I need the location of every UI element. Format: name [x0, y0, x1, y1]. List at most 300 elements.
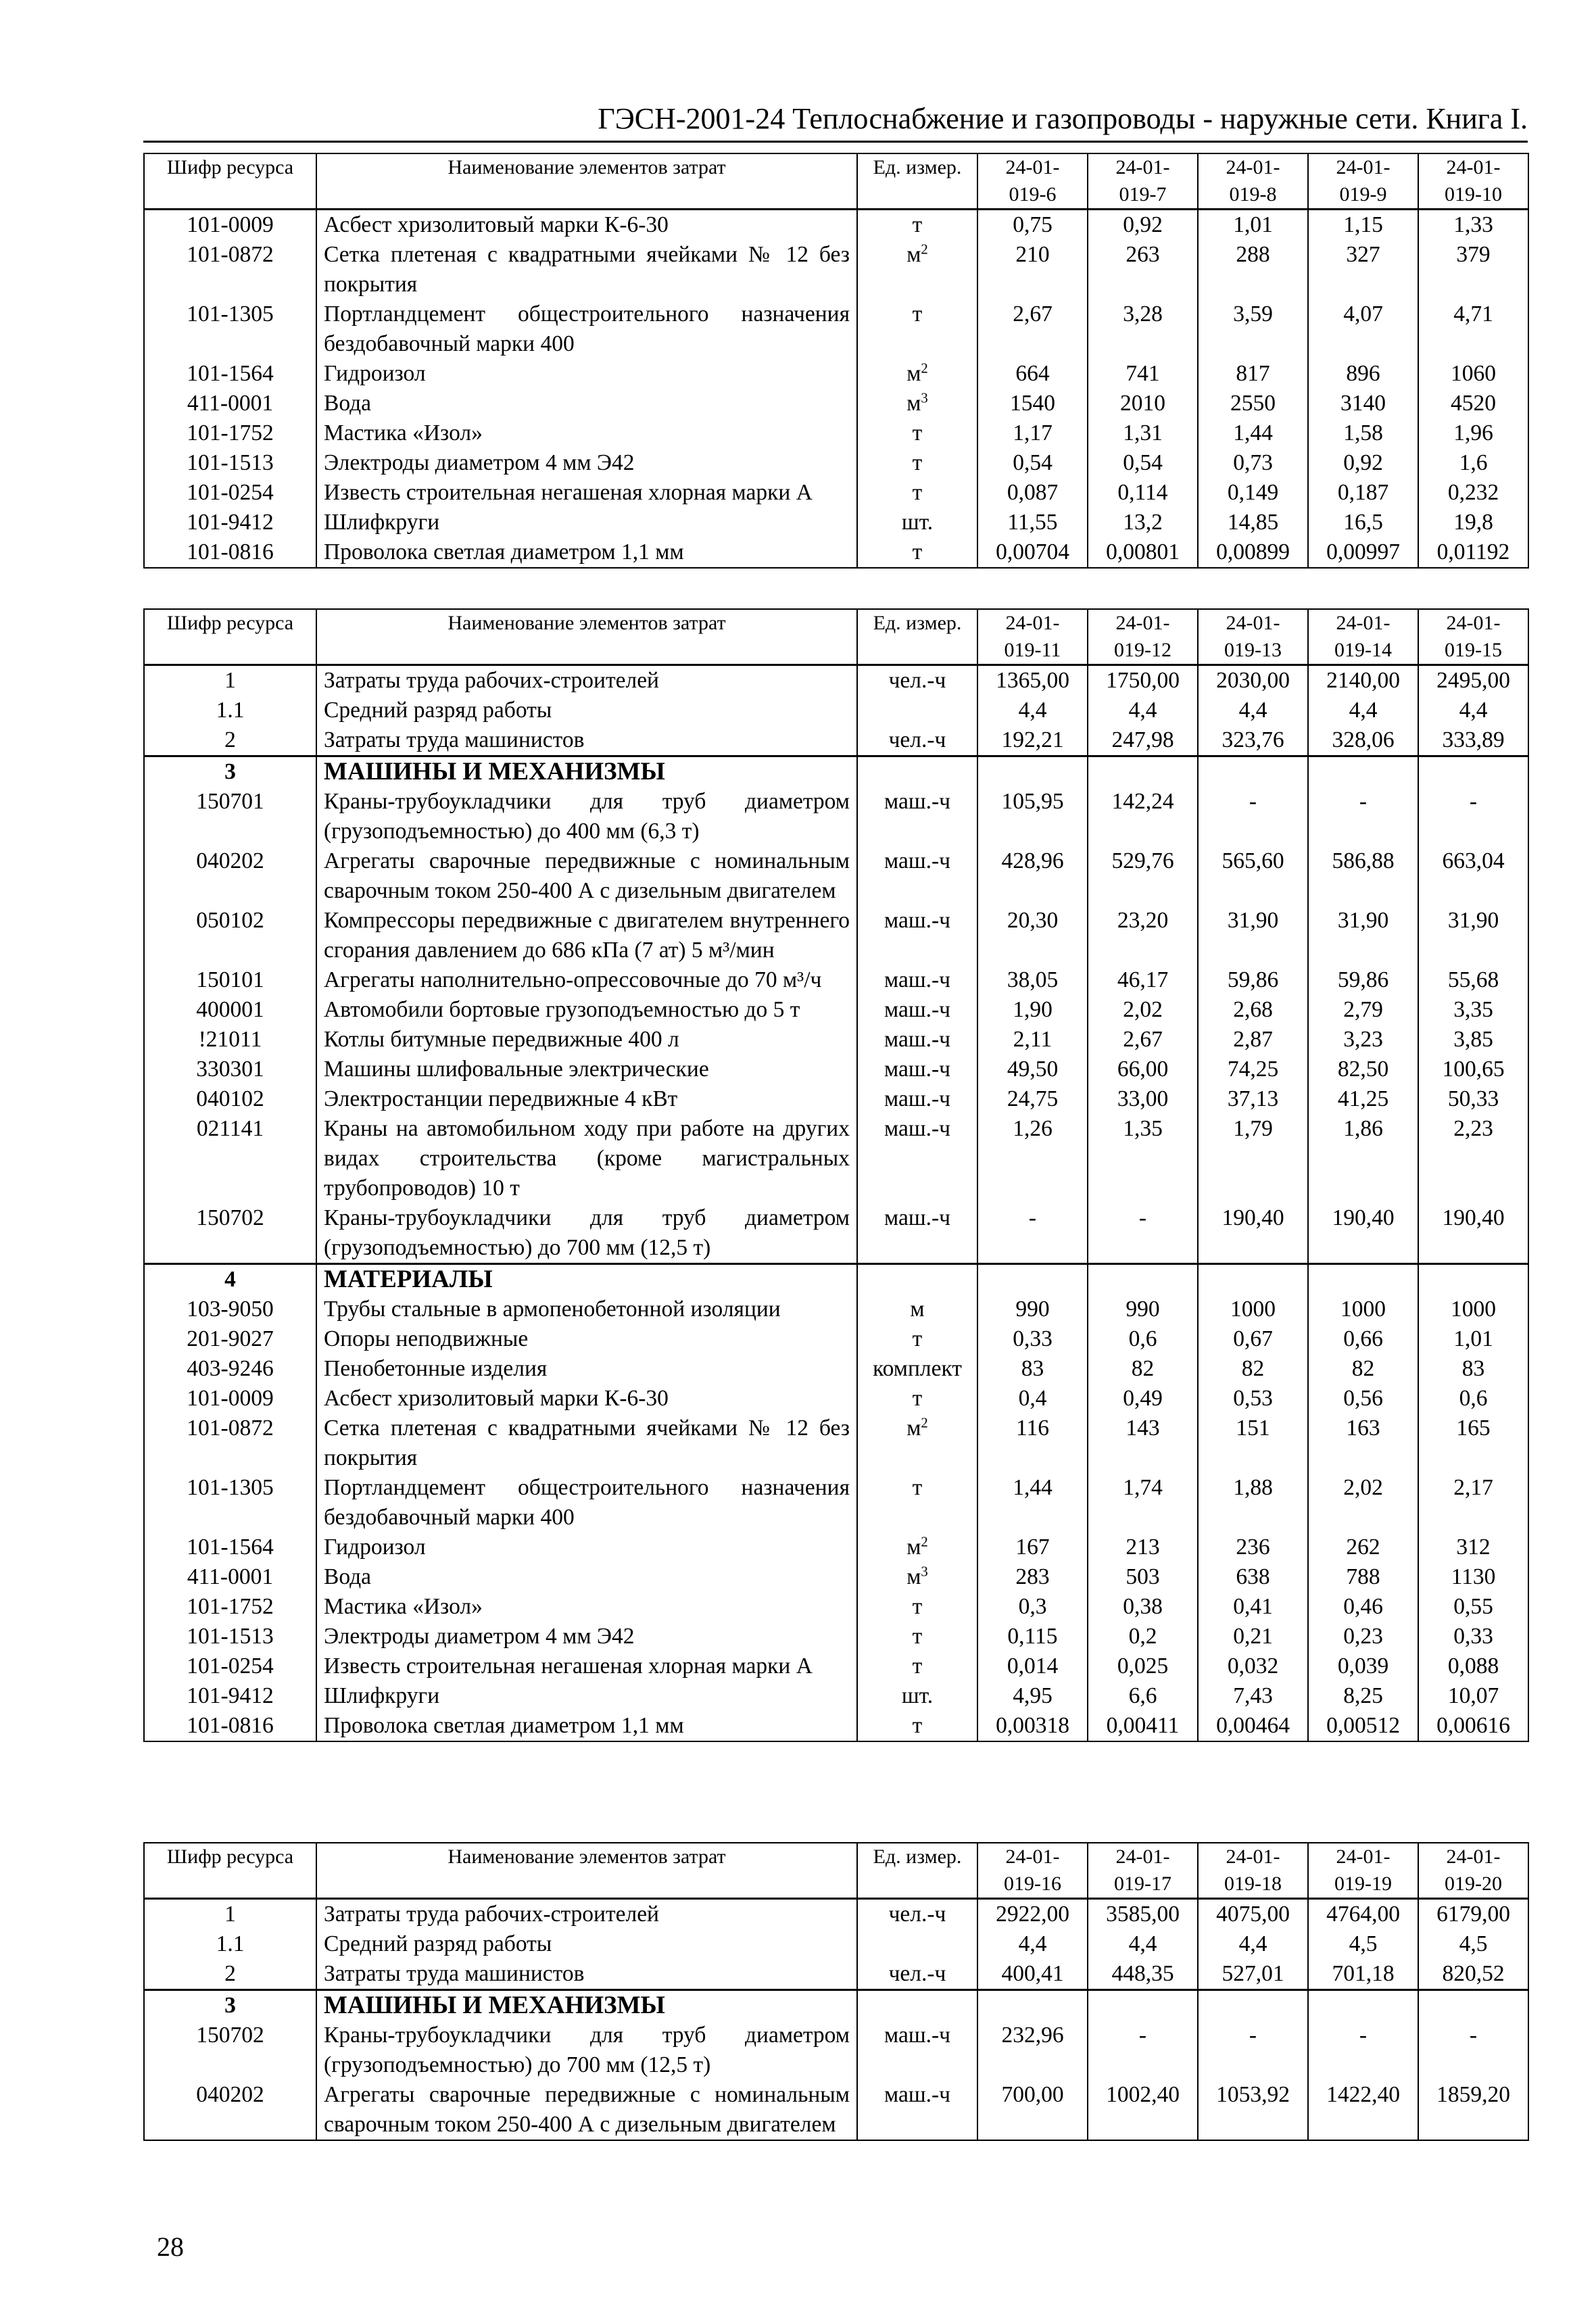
resource-name: Асбест хризолитовый марки К-6-30	[316, 1384, 857, 1414]
resource-unit	[857, 359, 977, 389]
unit-text: маш.-ч	[884, 967, 950, 992]
norm-value: 0,114	[1088, 478, 1198, 508]
norm-value: 2,17	[1418, 1473, 1528, 1533]
column-header-line: 24-01-	[1336, 156, 1391, 178]
norm-value	[977, 756, 1088, 788]
resource-unit	[857, 1899, 977, 1930]
norm-value: 3,28	[1088, 299, 1198, 359]
norm-value: 14,85	[1198, 508, 1308, 537]
table-row	[144, 725, 1528, 756]
column-header-line: 24-01-	[1336, 612, 1391, 634]
resource-code: 1.1	[144, 1929, 316, 1959]
norm-value: 1365,00	[977, 665, 1088, 696]
norm-value: 0,2	[1088, 1622, 1198, 1651]
unit-text: т	[912, 480, 923, 505]
norm-value: 0,00704	[977, 537, 1088, 568]
norm-value: 83	[977, 1354, 1088, 1384]
norm-value: 167	[977, 1533, 1088, 1562]
column-header-line: 019-8	[1229, 183, 1277, 206]
norm-value: 663,04	[1418, 846, 1528, 906]
column-header-line: 019-20	[1445, 1873, 1502, 1895]
section-row	[144, 1264, 1528, 1295]
resource-code: 1	[144, 1899, 316, 1930]
norm-value: 323,76	[1198, 725, 1308, 756]
unit-text: маш.-ч	[884, 1116, 950, 1141]
table-row	[144, 1414, 1528, 1473]
norm-value: 0,41	[1198, 1592, 1308, 1622]
unit-text: т	[912, 1326, 923, 1351]
table-row	[144, 1473, 1528, 1533]
norm-value: 1,15	[1308, 210, 1418, 241]
table-row	[144, 1651, 1528, 1681]
column-header-unit: Ед. измер.	[857, 153, 977, 210]
norm-value: 2,87	[1198, 1025, 1308, 1055]
table-row	[144, 995, 1528, 1025]
norm-value: 3140	[1308, 389, 1418, 418]
resource-code: 101-0816	[144, 1711, 316, 1741]
norm-value: 4,4	[1198, 1929, 1308, 1959]
norm-value: 328,06	[1308, 725, 1418, 756]
norm-value: 0,21	[1198, 1622, 1308, 1651]
norm-value: 0,3	[977, 1592, 1088, 1622]
table-row	[144, 906, 1528, 965]
column-header-line: 019-11	[1004, 639, 1061, 661]
unit-text: м	[906, 391, 921, 416]
resource-name: Агрегаты наполнительно-опрессовочные до 70 м³/ч	[316, 965, 857, 995]
norm-value: 1,17	[977, 418, 1088, 448]
norm-value: 2550	[1198, 389, 1308, 418]
resource-name: Мастика «Изол»	[316, 418, 857, 448]
norm-value: 31,90	[1418, 906, 1528, 965]
unit-text: м	[906, 361, 921, 386]
resource-code: 101-1305	[144, 299, 316, 359]
unit-text: маш.-ч	[884, 1027, 950, 1052]
resource-unit	[857, 1622, 977, 1651]
resource-name: Краны-трубоукладчики для труб диаметром (грузоподъемностью) до 700 мм (12,5 т)	[316, 1203, 857, 1264]
resource-code: 400001	[144, 995, 316, 1025]
resource-unit	[857, 1055, 977, 1084]
unit-text: т	[912, 1386, 923, 1411]
column-header-line: 24-01-	[1115, 612, 1170, 634]
resource-name: МАШИНЫ И МЕХАНИЗМЫ	[316, 756, 857, 788]
resource-unit	[857, 1929, 977, 1959]
unit-text: т	[912, 1654, 923, 1679]
column-header-line: 019-13	[1224, 639, 1282, 661]
column-header-code: Шифр ресурса	[144, 1843, 316, 1899]
resource-name: Затраты труда рабочих-строителей	[316, 665, 857, 696]
unit-text: т	[912, 420, 923, 445]
resource-code: 101-9412	[144, 1681, 316, 1711]
norm-value: 4,4	[1308, 696, 1418, 725]
norm-value: 2,11	[977, 1025, 1088, 1055]
norm-value: 33,00	[1088, 1084, 1198, 1114]
resource-unit	[857, 1562, 977, 1592]
resource-unit	[857, 1384, 977, 1414]
column-header-norm	[1418, 153, 1528, 210]
resource-name: Краны-трубоукладчики для труб диаметром (грузоподъемностью) до 700 мм (12,5 т)	[316, 2021, 857, 2080]
norm-value: 2,79	[1308, 995, 1418, 1025]
norm-value: 16,5	[1308, 508, 1418, 537]
resource-unit	[857, 1533, 977, 1562]
norm-value: 0,54	[977, 448, 1088, 478]
resource-unit	[857, 1264, 977, 1295]
resource-unit	[857, 508, 977, 537]
norm-value: 0,025	[1088, 1651, 1198, 1681]
column-header-norm	[1198, 609, 1308, 665]
resource-unit	[857, 1473, 977, 1533]
unit-text: маш.-ч	[884, 1086, 950, 1111]
resource-code: 101-0009	[144, 210, 316, 241]
unit-text: маш.-ч	[884, 789, 950, 814]
table-row	[144, 696, 1528, 725]
norm-value: 2,02	[1308, 1473, 1418, 1533]
norm-value: 31,90	[1308, 906, 1418, 965]
resource-unit	[857, 1990, 977, 2021]
norm-value: 7,43	[1198, 1681, 1308, 1711]
norm-value: 0,00318	[977, 1711, 1088, 1741]
unit-text: м	[910, 1297, 925, 1322]
unit-text: м	[906, 242, 921, 267]
table-row	[144, 1681, 1528, 1711]
resource-code: 2	[144, 725, 316, 756]
resource-unit	[857, 1025, 977, 1055]
norm-value: 210	[977, 240, 1088, 299]
resource-name: Средний разряд работы	[316, 1929, 857, 1959]
resource-code: 101-0816	[144, 537, 316, 568]
table-row	[144, 1114, 1528, 1203]
column-header-norm	[1308, 1843, 1418, 1899]
norm-value: 4764,00	[1308, 1899, 1418, 1930]
norm-value: 3585,00	[1088, 1899, 1198, 1930]
column-header-line: 24-01-	[1005, 156, 1060, 178]
resource-name: Краны на автомобильном ходу при работе на других видах строительства (кроме магистральных трубопроводов) 10 т	[316, 1114, 857, 1203]
resource-unit	[857, 299, 977, 359]
norm-value: 192,21	[977, 725, 1088, 756]
resource-code: 1	[144, 665, 316, 696]
resource-code: 101-1752	[144, 1592, 316, 1622]
unit-text: м	[906, 1416, 921, 1441]
resource-name: Известь строительная негашеная хлорная марки А	[316, 1651, 857, 1681]
unit-text: маш.-ч	[884, 908, 950, 933]
resource-unit	[857, 1959, 977, 1990]
norm-value: 55,68	[1418, 965, 1528, 995]
column-header-line: 24-01-	[1005, 1845, 1060, 1868]
column-header-line: 24-01-	[1115, 156, 1170, 178]
column-header-line: 019-15	[1445, 639, 1502, 661]
resource-unit	[857, 1324, 977, 1354]
norm-value: 1,6	[1418, 448, 1528, 478]
resource-name: Шлифкруги	[316, 508, 857, 537]
norm-value: 8,25	[1308, 1681, 1418, 1711]
resource-code: 1.1	[144, 696, 316, 725]
resource-unit	[857, 995, 977, 1025]
unit-text: т	[912, 1713, 923, 1738]
norm-value	[1088, 756, 1198, 788]
resource-code: 411-0001	[144, 1562, 316, 1592]
norm-value: 3,59	[1198, 299, 1308, 359]
column-header-line: 24-01-	[1005, 612, 1060, 634]
resource-code: 101-1513	[144, 448, 316, 478]
table-body	[144, 1899, 1528, 2141]
unit-text: чел.-ч	[888, 668, 946, 693]
resource-name: МАШИНЫ И МЕХАНИЗМЫ	[316, 1990, 857, 2021]
unit-text: т	[912, 539, 923, 564]
norm-value: 2,02	[1088, 995, 1198, 1025]
norm-value: 1,86	[1308, 1114, 1418, 1203]
norm-value: 1,33	[1418, 210, 1528, 241]
column-header-line: 019-14	[1334, 639, 1392, 661]
norm-value: 3,23	[1308, 1025, 1418, 1055]
norm-value: 400,41	[977, 1959, 1088, 1990]
norm-value: 701,18	[1308, 1959, 1418, 1990]
resource-code: 101-1564	[144, 359, 316, 389]
table-row	[144, 1929, 1528, 1959]
column-header-line: 24-01-	[1115, 1845, 1170, 1868]
norm-value: 11,55	[977, 508, 1088, 537]
norm-value	[977, 1264, 1088, 1295]
norm-value: 4,5	[1418, 1929, 1528, 1959]
norm-value: 31,90	[1198, 906, 1308, 965]
unit-text: комплект	[873, 1356, 962, 1381]
norm-value: 37,13	[1198, 1084, 1308, 1114]
norm-value: 82,50	[1308, 1055, 1418, 1084]
unit-text: шт.	[901, 1683, 934, 1708]
norm-value: 190,40	[1418, 1203, 1528, 1264]
resource-name: Проволока светлая диаметром 1,1 мм	[316, 1711, 857, 1741]
norm-value: 38,05	[977, 965, 1088, 995]
norm-value: 2922,00	[977, 1899, 1088, 1930]
section-row	[144, 756, 1528, 788]
norm-value: 0,032	[1198, 1651, 1308, 1681]
resource-name: Краны-трубоукладчики для труб диаметром (грузоподъемностью) до 400 мм (6,3 т)	[316, 787, 857, 846]
resource-code: !21011	[144, 1025, 316, 1055]
resource-unit	[857, 2080, 977, 2140]
column-header-line: 24-01-	[1446, 1845, 1501, 1868]
norm-value: 143	[1088, 1414, 1198, 1473]
norm-value: 312	[1418, 1533, 1528, 1562]
table-row	[144, 210, 1528, 241]
norm-value: 0,039	[1308, 1651, 1418, 1681]
table-row	[144, 240, 1528, 299]
norm-value: 49,50	[977, 1055, 1088, 1084]
norm-value: 4,4	[977, 1929, 1088, 1959]
norm-value: 0,23	[1308, 1622, 1418, 1651]
resource-code: 101-9412	[144, 508, 316, 537]
table-row	[144, 389, 1528, 418]
norm-value: 4,4	[1418, 696, 1528, 725]
resource-table-3	[143, 1842, 1529, 2141]
norm-value: 2495,00	[1418, 665, 1528, 696]
unit-text: т	[912, 1475, 923, 1500]
norm-value: 664	[977, 359, 1088, 389]
table-row	[144, 846, 1528, 906]
resource-name: Электроды диаметром 4 мм Э42	[316, 1622, 857, 1651]
resource-code: 150702	[144, 1203, 316, 1264]
norm-value: 0,92	[1308, 448, 1418, 478]
resource-name: Затраты труда машинистов	[316, 1959, 857, 1990]
norm-value: 1422,40	[1308, 2080, 1418, 2140]
resource-name: Электроды диаметром 4 мм Э42	[316, 448, 857, 478]
table-header	[144, 609, 1528, 665]
table-row	[144, 418, 1528, 448]
norm-value: 1750,00	[1088, 665, 1198, 696]
resource-name: Сетка плетеная с квадратными ячейками № 12 без покрытия	[316, 1414, 857, 1473]
norm-value: 1,01	[1418, 1324, 1528, 1354]
resource-unit	[857, 906, 977, 965]
norm-value: 0,53	[1198, 1384, 1308, 1414]
norm-value: 116	[977, 1414, 1088, 1473]
norm-value: -	[1088, 1203, 1198, 1264]
norm-value: 262	[1308, 1533, 1418, 1562]
resource-unit	[857, 210, 977, 241]
norm-value: 428,96	[977, 846, 1088, 906]
norm-value: 1130	[1418, 1562, 1528, 1592]
norm-value: 4,95	[977, 1681, 1088, 1711]
norm-value: 0,232	[1418, 478, 1528, 508]
norm-value: 0,6	[1088, 1324, 1198, 1354]
norm-value: 0,149	[1198, 478, 1308, 508]
norm-value: 1540	[977, 389, 1088, 418]
norm-value: 0,73	[1198, 448, 1308, 478]
column-header-line: 24-01-	[1226, 1845, 1280, 1868]
norm-value	[1308, 1990, 1418, 2021]
resource-code: 040202	[144, 2080, 316, 2140]
resource-unit	[857, 1681, 977, 1711]
column-header-line: 019-18	[1224, 1873, 1282, 1895]
table-header	[144, 153, 1528, 210]
norm-value	[977, 1990, 1088, 2021]
norm-value: 0,014	[977, 1651, 1088, 1681]
table-body	[144, 210, 1528, 569]
norm-value	[1418, 1990, 1528, 2021]
resource-unit	[857, 240, 977, 299]
resource-name: Автомобили бортовые грузоподъемностью до 5 т	[316, 995, 857, 1025]
norm-value: 288	[1198, 240, 1308, 299]
resource-code: 101-0254	[144, 478, 316, 508]
norm-value: 1000	[1198, 1295, 1308, 1324]
norm-value: 788	[1308, 1562, 1418, 1592]
column-header-norm	[1308, 609, 1418, 665]
norm-value: 741	[1088, 359, 1198, 389]
norm-value: 990	[1088, 1295, 1198, 1324]
table-row	[144, 1203, 1528, 1264]
norm-value	[1308, 1264, 1418, 1295]
table-row	[144, 2080, 1528, 2140]
table-row	[144, 1295, 1528, 1324]
table-row	[144, 1711, 1528, 1741]
resource-code: 4	[144, 1264, 316, 1295]
column-header-line: 24-01-	[1446, 612, 1501, 634]
resource-code: 040102	[144, 1084, 316, 1114]
norm-value: 4,4	[1088, 696, 1198, 725]
resource-code: 050102	[144, 906, 316, 965]
unit-superscript: 2	[921, 241, 928, 258]
table-row	[144, 1384, 1528, 1414]
norm-value: 0,33	[977, 1324, 1088, 1354]
norm-value: 1859,20	[1418, 2080, 1528, 2140]
resource-name: Портландцемент общестроительного назначения бездобавочный марки 400	[316, 1473, 857, 1533]
resource-name: Портландцемент общестроительного назначения бездобавочный марки 400	[316, 299, 857, 359]
norm-value: 213	[1088, 1533, 1198, 1562]
norm-value: 1,44	[1198, 418, 1308, 448]
unit-superscript: 3	[921, 1564, 928, 1580]
resource-code: 101-1564	[144, 1533, 316, 1562]
column-header-norm	[977, 1843, 1088, 1899]
norm-value: 82	[1198, 1354, 1308, 1384]
norm-value	[1198, 1990, 1308, 2021]
norm-value: 0,00616	[1418, 1711, 1528, 1741]
resource-code: 101-1305	[144, 1473, 316, 1533]
resource-name: Опоры неподвижные	[316, 1324, 857, 1354]
resource-unit	[857, 965, 977, 995]
page-number: 28	[157, 2231, 184, 2262]
table-row	[144, 1622, 1528, 1651]
resource-code: 201-9027	[144, 1324, 316, 1354]
norm-value: 2,23	[1418, 1114, 1528, 1203]
norm-value: -	[1308, 787, 1418, 846]
norm-value: 1,35	[1088, 1114, 1198, 1203]
unit-text: т	[912, 301, 923, 327]
unit-text: т	[912, 212, 923, 237]
norm-value: 24,75	[977, 1084, 1088, 1114]
norm-value: 4075,00	[1198, 1899, 1308, 1930]
norm-value	[1198, 756, 1308, 788]
norm-value: 2,67	[977, 299, 1088, 359]
resource-name: Машины шлифовальные электрические	[316, 1055, 857, 1084]
column-header-line: 019-19	[1334, 1873, 1392, 1895]
column-header-line: 24-01-	[1446, 156, 1501, 178]
norm-value: -	[1198, 787, 1308, 846]
norm-value: 333,89	[1418, 725, 1528, 756]
resource-unit	[857, 1354, 977, 1384]
table-row	[144, 478, 1528, 508]
resource-unit	[857, 418, 977, 448]
resource-name: Затраты труда машинистов	[316, 725, 857, 756]
table-row	[144, 1562, 1528, 1592]
resource-code: 101-0872	[144, 240, 316, 299]
norm-value: 74,25	[1198, 1055, 1308, 1084]
norm-value: 4,07	[1308, 299, 1418, 359]
resource-name: Пенобетонные изделия	[316, 1354, 857, 1384]
norm-value: -	[1198, 2021, 1308, 2080]
column-header-line: 019-17	[1114, 1873, 1171, 1895]
unit-superscript: 2	[921, 360, 928, 377]
resource-unit	[857, 846, 977, 906]
norm-value: -	[1418, 787, 1528, 846]
column-header-line: 019-12	[1114, 639, 1171, 661]
norm-value: 0,6	[1418, 1384, 1528, 1414]
resource-code: 411-0001	[144, 389, 316, 418]
table-row	[144, 2021, 1528, 2080]
resource-name: Вода	[316, 389, 857, 418]
norm-value: 82	[1308, 1354, 1418, 1384]
table-row	[144, 1025, 1528, 1055]
header-row	[144, 1843, 1528, 1899]
unit-text: маш.-ч	[884, 997, 950, 1022]
norm-value: 527,01	[1198, 1959, 1308, 1990]
unit-text: чел.-ч	[888, 727, 946, 752]
table-row	[144, 299, 1528, 359]
norm-value: 2140,00	[1308, 665, 1418, 696]
unit-text: маш.-ч	[884, 2082, 950, 2107]
resource-name: МАТЕРИАЛЫ	[316, 1264, 857, 1295]
norm-value	[1418, 1264, 1528, 1295]
column-header-line: 24-01-	[1336, 1845, 1391, 1868]
resource-name: Агрегаты сварочные передвижные с номинальным сварочным током 250-400 А с дизельным двигателем	[316, 846, 857, 906]
norm-value: 565,60	[1198, 846, 1308, 906]
table-body	[144, 665, 1528, 1742]
norm-value: 142,24	[1088, 787, 1198, 846]
